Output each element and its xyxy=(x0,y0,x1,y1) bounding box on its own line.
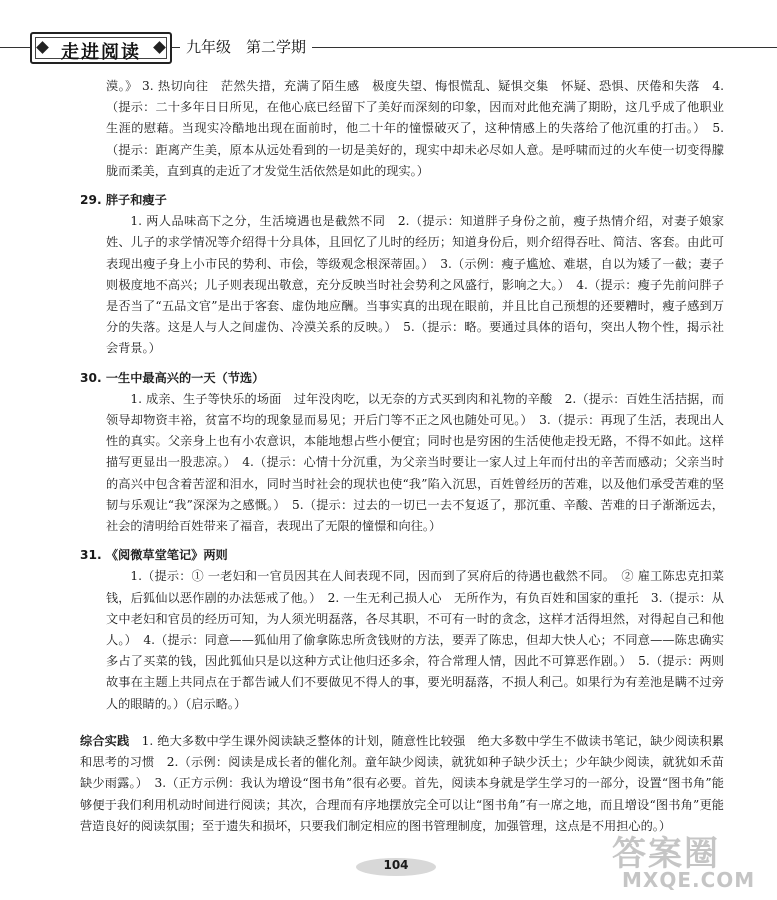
watermark-line2: MXQE.COM xyxy=(622,868,756,892)
practice-answers: 1. 绝大多数中学生课外阅读缺乏整体的计划，随意性比较强 绝大多数中学生不做读书笔记，缺少阅读积累和思考的习惯 2.（示例：阅读是成长者的催化剂。童年缺少阅读，就犹如种子缺少沃土；少年缺少阅读，就犹如禾苗缺少雨露。） 3.（正方示例：我认为增设“图书角”很有必要。首先，阅读本身就是学生学习的一部分，设置“图书角”能够便于我们利用机动时间进行阅读；其次，合理而有序地摆放完全可以让“图书角”有一席之地，而且增设“图书角”更能营造良好的阅读氛围；至于遗失和损坏，只要我们制定相应的图书管理制度，加强管理，这点是不用担心的。） xyxy=(80,733,724,833)
section-answers-29: 1. 两人品味高下之分，生活境遇也是截然不同 2.（提示：知道胖子身份之前，瘦子热情介绍，对妻子娘家姓、儿子的求学情况等介绍得十分具体，且回忆了儿时的经历；知道身份后，则介绍得吞吐、简洁、客套。由此可表现出瘦子身上小市民的势利、市侩，等级观念根深蒂固。） 3.（示例：瘦子尴尬、难堪，自以为矮了一截；妻子则极度地不高兴；儿子则表现出敬意，充分反映当时社会势利之风盛行，影响之大。） 4.（提示：瘦子先前问胖子是否当了“五品文官”是出于客套、虚伪地应酬。当事实真的出现在眼前，并且比自己预想的还要糟时，瘦子感到万分的失落。这是人与人之间虚伪、冷漠关系的反映。） 5.（提示：略。要通过具体的语句，突出人物个性，揭示社会背景。） xyxy=(106,214,724,356)
continued-answers: 漠。》 3. 热切向往 茫然失措，充满了陌生感 极度失望、悔恨慌乱、疑惧交集 怀疑、恐惧、厌倦和失落 4.（提示：二十多年日日所见，在他心底已经留下了美好而深刻的印象，因而对此他充满了期盼，这几乎成了他职业生涯的慰藉。当现实冷酷地出现在面前时，他二十年的憧憬破灭了，这种情感上的失落给了他沉重的打击。） 5.（提示：距离产生美，原本从远处看到的一切是美好的，现实中却未必尽如人意。是呼啸而过的火车使一切变得朦胧而柔美，直到真的走近了才发觉生活依然是如此的现实。） xyxy=(106,79,724,178)
section-title-31: 31. 《阅微草堂笔记》两则 xyxy=(80,548,228,563)
page-number: 104 xyxy=(383,858,409,872)
answer-content xyxy=(80,76,724,837)
section-answers-31: 1.（提示：① 一老妇和一官员因其在人间表现不同，因而到了冥府后的待遇也截然不同。 ② 雇工陈忠克扣菜钱，后狐仙以恶作剧的办法惩戒了他。） 2. 一生无利己损人心 无所作为，有负百姓和国家的重托 3.（提示：从文中老妇和官员的经历可知，为人须光明磊落，各尽其职，不可有一时的贪念，这样才活得坦然，对得起自己和他人。） 4.（提示：同意——狐仙用了偷拿陈忠所贪钱财的方法，要弄了陈忠，但却大快人心；不同意——陈忠确实多占了买菜的钱，因此狐仙只是以这种方式让他归还多余，符合常理人情，因此不可算恶作剧。） 5.（提示：两则故事在主题上共同点在于都告诫人们不要做见不得人的事，要光明磊落，不损人利己。如果行为有差池是瞒不过旁人的眼睛的。）（启示略。） xyxy=(106,569,724,711)
practice-label: 综合实践 xyxy=(80,733,130,748)
section-answers-30: 1. 成亲、生子等快乐的场面 过年没肉吃，以无奈的方式买到肉和礼物的辛酸 2.（提示：百姓生活拮据，而领导却物资丰裕，贫富不均的现象显而易见；开后门等不正之风也随处可见。） 3.（提示：再现了生活，表现出人性的真实。父亲身上也有小农意识，本能地想占些小便宜；同时也是穷困的生活使他走投无路，不得不如此。这样描写更显出一股悲凉。） 4.（提示：心情十分沉重，为父亲当时要让一家人过上年而付出的辛苦而感动；父亲当时的高兴中包含着苦涩和泪水，同时当时社会的现状也使“我”陷入沉思，百姓曾经历的苦难，以及他们承受苦难的坚韧与乐观让“我”深深为之感慨。） 5.（提示：过去的一切已一去不复返了，那沉重、辛酸、苦难的日子渐渐远去，社会的清明给百姓带来了福音，表现出了无限的憧憬和向往。） xyxy=(106,391,724,534)
watermark-line1: 答案圈 xyxy=(612,834,720,874)
page-header xyxy=(0,28,777,68)
page-number-badge xyxy=(356,852,436,880)
series-title: 走进阅读 xyxy=(61,42,141,63)
practice-block xyxy=(80,731,724,837)
section-title-30: 30. 一生中最高兴的一天（节选） xyxy=(80,370,265,385)
watermark xyxy=(612,824,772,900)
series-badge xyxy=(30,32,172,64)
section-title-29: 29. 胖子和瘦子 xyxy=(80,193,167,208)
grade-label: 九年级 第二学期 xyxy=(180,36,312,57)
